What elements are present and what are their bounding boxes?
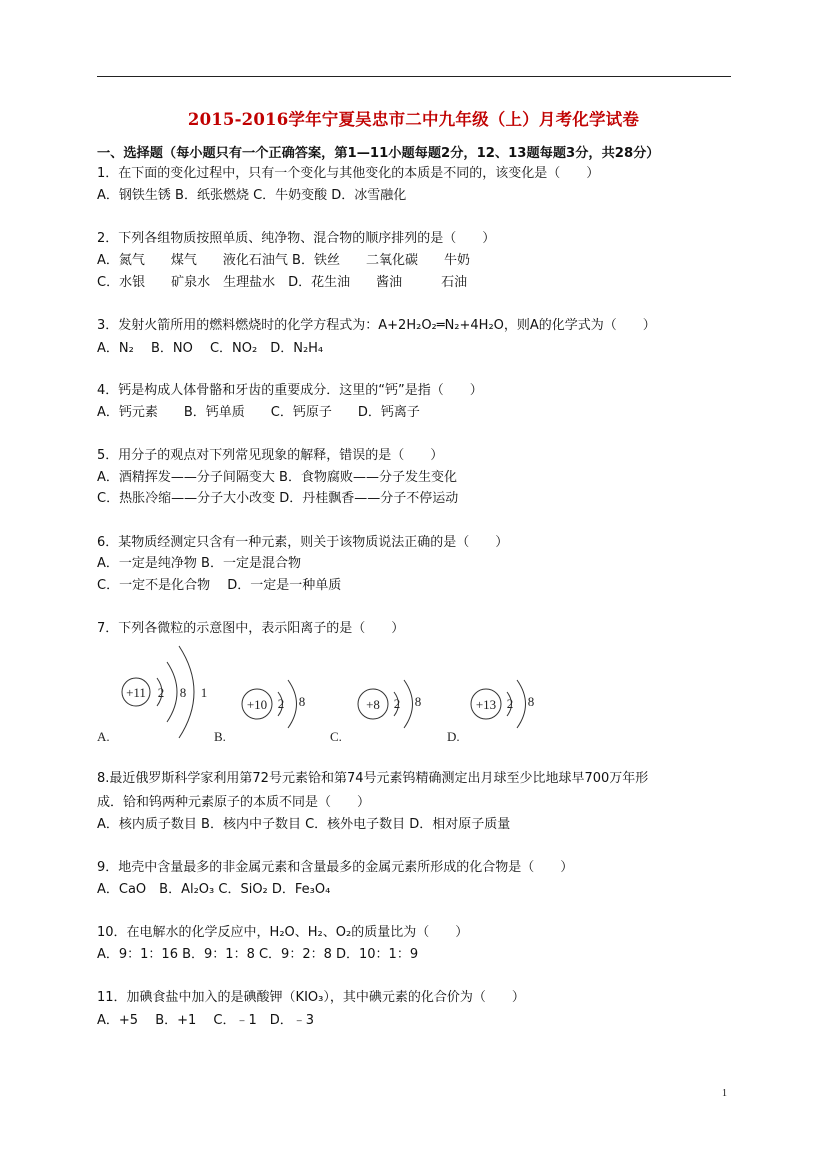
question-1: 1．在下面的变化过程中，只有一个变化与其他变化的本质是不同的，该变化是（ ） [97,166,600,181]
question-9-options: A．CaO B．Al₂O₃ C．SiO₂ D．Fe₃O₄ [97,882,331,897]
option-d-label: D. [447,729,460,744]
nucleus-b: +10 [246,697,268,712]
question-8-line-1: 8.最近俄罗斯科学家利用第72号元素铪和第74号元素钨精确测定出月球至少比地球早700万年形 [97,771,649,786]
shell-a-3: 1 [200,685,208,700]
diagram-a [97,646,207,744]
question-2: 2．下列各组物质按照单质、纯净物、混合物的顺序排列的是（ ） [97,231,496,246]
question-1-options: A．钢铁生锈 B．纸张燃烧 C．牛奶变酸 D．冰雪融化 [97,188,407,203]
option-a-label: A. [97,729,110,744]
question-3-options: A．N₂ B．NO C．NO₂ D．N₂H₄ [97,341,324,356]
question-6: 6．某物质经测定只含有一种元素，则关于该物质说法正确的是（ ） [97,535,509,550]
question-2-options-ab: A．氮气 煤气 液化石油气 B．铁丝 二氧化碳 牛奶 [97,253,470,268]
question-11-options: A．+5 B．+1 C．﹣1 D．﹣3 [97,1013,315,1028]
question-6-options-ab: A．一定是纯净物 B．一定是混合物 [97,556,301,571]
question-5-options-ab: A．酒精挥发——分子间隔变大 B．食物腐败——分子发生变化 [97,470,457,485]
question-4-options: A．钙元素 B．钙单质 C．钙原子 D．钙离子 [97,405,420,420]
nucleus-a: +11 [126,685,146,700]
atomic-structure-diagrams [97,640,557,750]
question-8-line-2: 成．铪和钨两种元素原子的本质不同是（ ） [97,795,371,810]
question-11: 11．加碘食盐中加入的是碘酸钾（KIO₃），其中碘元素的化合价为（ ） [97,990,525,1005]
question-6-options-cd: C．一定不是化合物 D．一定是一种单质 [97,578,342,593]
question-3: 3．发射火箭所用的燃料燃烧时的化学方程式为：A+2H₂O₂═N₂+4H₂O，则A的化学式为（ ） [97,318,656,333]
shell-b-1: 2 [277,696,285,711]
question-8-options: A．核内质子数目 B．核内中子数目 C．核外电子数目 D．相对原子质量 [97,817,511,832]
shell-b-2: 8 [298,694,306,709]
question-5-options-cd: C．热胀冷缩——分子大小改变 D．丹桂飘香——分子不停运动 [97,491,459,506]
shell-d-2: 8 [527,694,535,709]
shell-c-2: 8 [414,694,422,709]
diagram-d [447,680,534,744]
section-heading: 一、选择题（每小题只有一个正确答案，第1—11小题每题2分，12、13题每题3分，共28分） [97,146,660,161]
page-number: 1 [722,1088,727,1099]
question-9: 9．地壳中含量最多的非金属元素和含量最多的金属元素所形成的化合物是（ ） [97,860,574,875]
question-7: 7．下列各微粒的示意图中，表示阳离子的是（ ） [97,621,405,636]
shell-d-1: 2 [506,696,514,711]
question-5: 5．用分子的观点对下列常见现象的解释，错误的是（ ） [97,448,444,463]
question-2-options-cd: C．水银 矿泉水 生理盐水 D．花生油 酱油 石油 [97,275,468,290]
shell-c-1: 2 [393,696,401,711]
exam-title: 2015-2016学年宁夏吴忠市二中九年级（上）月考化学试卷 [187,110,640,129]
question-4: 4．钙是构成人体骨骼和牙齿的重要成分．这里的“钙”是指（ ） [97,383,483,398]
question-10-options: A．9：1：16 B．9：1：8 C．9：2：8 D．10：1：9 [97,947,419,962]
nucleus-c: +8 [366,697,380,712]
nucleus-d: +13 [475,697,497,712]
shell-a-1: 2 [157,685,165,700]
option-b-label: B. [214,729,226,744]
question-10: 10．在电解水的化学反应中，H₂O、H₂、O₂的质量比为（ ） [97,925,469,940]
diagram-c [330,680,421,744]
diagram-b [214,680,305,744]
option-c-label: C. [330,729,342,744]
header-rule [97,76,731,77]
shell-a-2: 8 [179,685,187,700]
